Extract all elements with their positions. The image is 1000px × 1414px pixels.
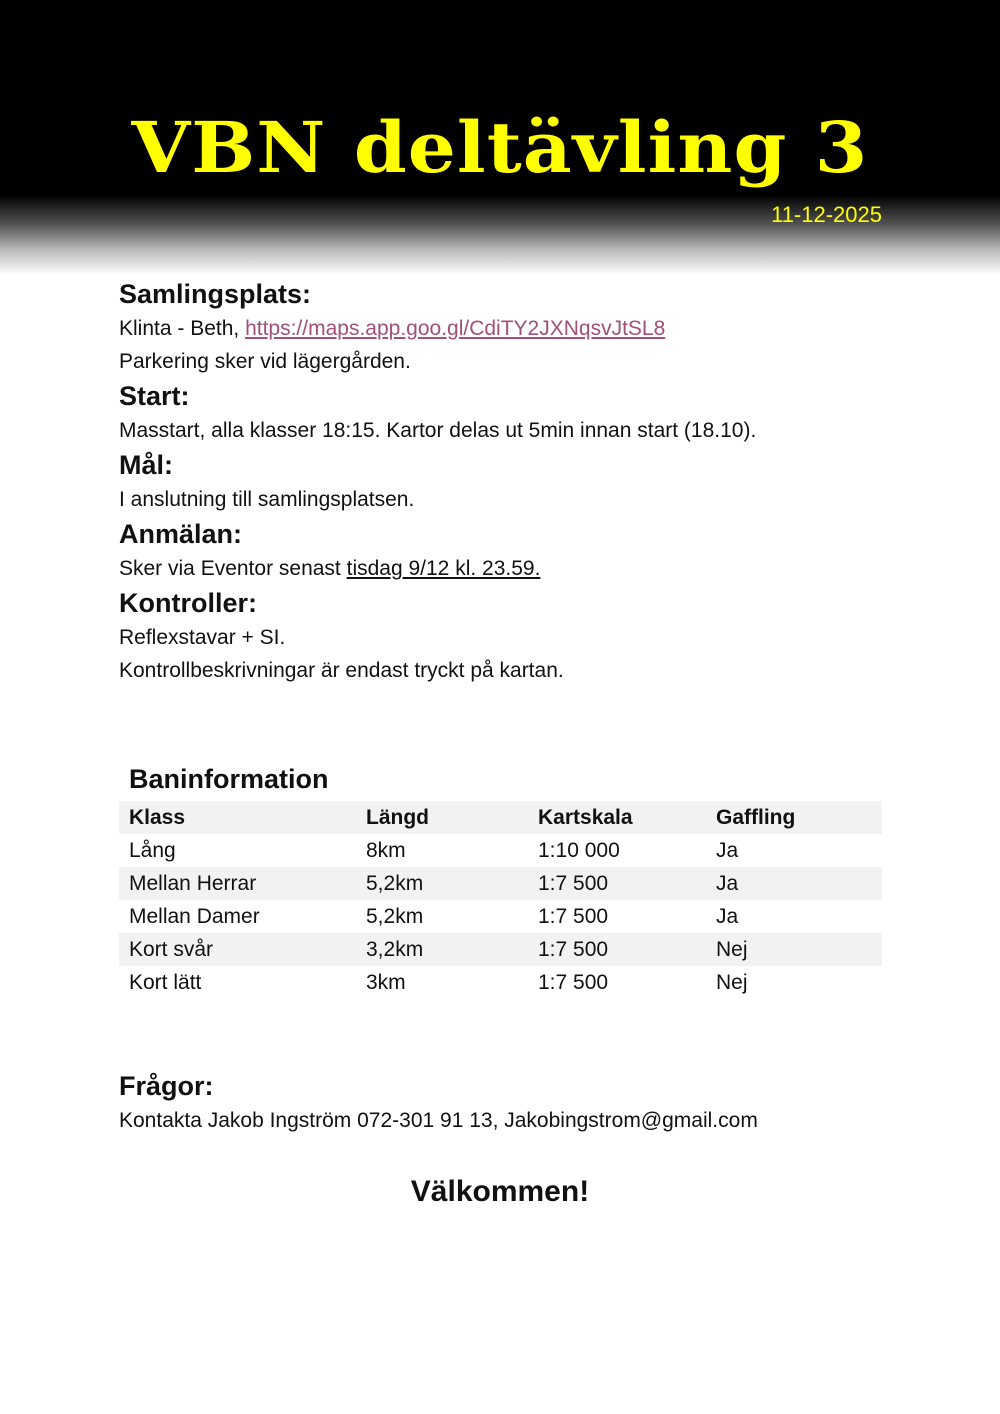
cell-kartskala: 1:7 500	[538, 871, 609, 895]
welcome-text: Välkommen!	[410, 1175, 590, 1208]
table-header-row	[119, 801, 882, 834]
info-sections	[119, 276, 899, 687]
header-kartskala: Kartskala	[538, 805, 633, 829]
cell-klass: Mellan Damer	[129, 904, 260, 928]
event-date: 11-12-2025	[771, 202, 882, 227]
cell-langd: 5,2km	[366, 904, 424, 928]
header-gaffling: Gaffling	[716, 805, 796, 829]
cell-klass: Kort svår	[129, 937, 214, 961]
course-table	[119, 801, 882, 999]
cell-gaffling: Nej	[716, 970, 748, 994]
table-row	[119, 966, 882, 999]
cell-gaffling: Ja	[716, 904, 739, 928]
map-link[interactable]: https://maps.app.goo.gl/CdiTY2JXNqsvJtSL8	[245, 317, 666, 340]
cell-gaffling: Ja	[716, 838, 739, 862]
heading-anmalan: Anmälan:	[119, 519, 243, 549]
header-banner	[0, 0, 1000, 275]
header-langd: Längd	[366, 805, 429, 829]
cell-klass: Mellan Herrar	[129, 871, 257, 895]
start-text: Masstart, alla klasser 18:15. Kartor delas ut 5min innan start (18.10).	[119, 419, 757, 442]
cell-kartskala: 1:10 000	[538, 838, 620, 862]
cell-gaffling: Ja	[716, 871, 739, 895]
anmalan-text	[119, 552, 899, 585]
cell-klass: Kort lätt	[129, 970, 202, 994]
samlingsplats-location	[119, 312, 899, 345]
contact-text: Kontakta Jakob Ingström 072-301 91 13, Jakobingstrom@gmail.com	[119, 1109, 758, 1132]
cell-kartskala: 1:7 500	[538, 970, 609, 994]
table-row	[119, 933, 882, 966]
kontroller-line-2: Kontrollbeskrivningar är endast tryckt på kartan.	[119, 659, 564, 682]
header-klass: Klass	[129, 805, 186, 829]
cell-kartskala: 1:7 500	[538, 904, 609, 928]
table-title: Baninformation	[129, 764, 329, 794]
cell-langd: 8km	[366, 838, 406, 862]
anmalan-intro: Sker via Eventor senast	[119, 557, 347, 580]
cell-langd: 3,2km	[366, 937, 424, 961]
page-title: VBN deltävling 3	[131, 106, 869, 189]
table-row	[119, 867, 882, 900]
cell-gaffling: Nej	[716, 937, 748, 961]
mal-text: I anslutning till samlingsplatsen.	[119, 488, 415, 511]
cell-klass: Lång	[129, 838, 176, 862]
questions-section	[119, 1068, 758, 1137]
cell-langd: 3km	[366, 970, 406, 994]
heading-fragor: Frågor:	[119, 1071, 214, 1101]
kontroller-line-1: Reflexstavar + SI.	[119, 626, 286, 649]
cell-langd: 5,2km	[366, 871, 424, 895]
heading-kontroller: Kontroller:	[119, 588, 257, 618]
table-row	[119, 900, 882, 933]
table-row	[119, 834, 882, 867]
heading-samlingsplats: Samlingsplats:	[119, 279, 312, 309]
cell-kartskala: 1:7 500	[538, 937, 609, 961]
anmalan-deadline: tisdag 9/12 kl. 23.59.	[346, 557, 541, 580]
heading-start: Start:	[119, 381, 190, 411]
parking-text: Parkering sker vid lägergården.	[119, 350, 411, 373]
location-text: Klinta - Beth,	[119, 317, 246, 340]
heading-mal: Mål:	[119, 450, 173, 480]
